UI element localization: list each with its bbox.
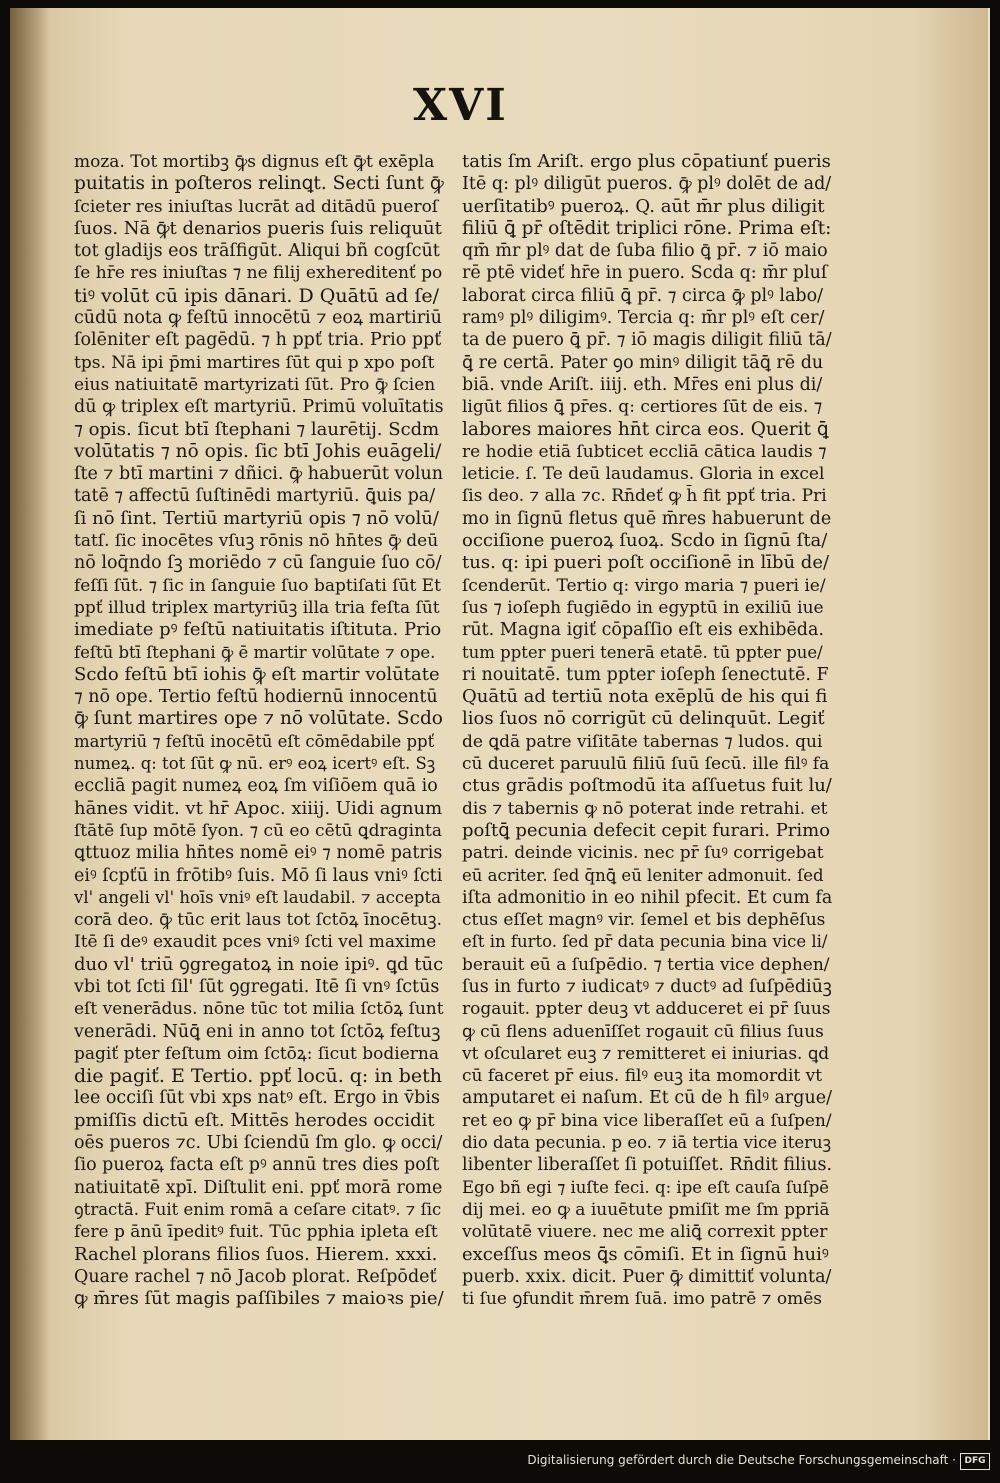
text-line: lee occiſi ſūt vbi xps natꝰ eſt. Ergo in v̄bis: [74, 1088, 440, 1109]
text-line: cū duceret paruulū filiū ſuū ſecū. ille filꝰ fa: [462, 754, 830, 775]
text-line: corā deo. ꝙ̄ tūc erit laus tot ſctōꝝ īnocētuꝫ.: [74, 910, 442, 931]
text-line: patri. deinde vicinis. nec pr̄ ſuꝰ corrigebat: [462, 843, 824, 864]
text-line: ſis deo. ⁊ alla ⁊c. Rn̄deť ꝙ h̄ fit ppť tria. Pri: [462, 486, 827, 507]
text-line: ligūt filios ꝗ̄ pr̄es. q: certiores ſūt de eis. ⁊: [462, 397, 823, 418]
text-line: biā. vnde Ariſt. iiij. eth. Mr̄es eni plus di/: [462, 374, 823, 395]
text-line: lios ſuos nō corrigūt cū delinquūt. Legiť: [462, 708, 825, 730]
text-line: laborat circa filiū ꝗ̄ pr̄. ⁊ circa ꝙ̄ plꝰ labo/: [462, 285, 824, 306]
text-line: imediate pꝰ feſtū natiuitatis iſtituta. Prio: [74, 619, 442, 641]
text-line: dū ꝙ triplex eſt martyriū. Primū voluītatis: [74, 397, 444, 418]
text-line: die pagiť. E Tertio. ppť locū. q: in beth: [74, 1065, 443, 1088]
text-line: hānes vidit. vt hr̄ Apoc. xiiij. Uidi agnum: [74, 797, 443, 819]
digitization-footer: [0, 1440, 1000, 1483]
gutter-shadow: [10, 8, 50, 1440]
left-text-column: [74, 151, 444, 1310]
text-line: vt oſcularet euꝫ ⁊ remitteret ei iniurias. ꝗd: [462, 1043, 830, 1064]
text-line: eū acriter. ſed q̄nꝗ̄ eū leniter admonuit. ſed: [462, 865, 824, 885]
text-line: berauit eū a ſuſpēdio. ⁊ tertia vice dephen/: [462, 954, 830, 975]
text-line: fere p ānū īpeditꝰ fuit. Tūc pphia ipleta eſt: [74, 1222, 438, 1243]
text-line: ſcieter res iniuſtas lucrāt ad ditādū pueroſ: [74, 196, 439, 217]
text-line: tiꝰ volūt cū ipis dānari. D Quātū ad ſe/: [74, 284, 440, 307]
text-line: eccliā pagit numeꝝ eoꝝ ſm viſiōem quā io: [74, 776, 438, 797]
dfg-logo-icon: DFG: [960, 1453, 990, 1470]
text-line: martyriū ⁊ feſtū inocētū eſt cōmēdabile ppť: [74, 731, 435, 751]
text-line: tatē ⁊ affectū ſuſtinēdi martyriū. ꝗ̄uis pa/: [74, 486, 436, 507]
text-line: uerſitatibꝰ pueroꝝ. Q. aūt m̄r plus diligit: [462, 195, 825, 217]
text-line: ⁊ opis. ſicut btī ſtephani ⁊ laurētij. Scd̄m: [74, 418, 440, 440]
text-line: vl' angeli vl' hoīs vniꝰ eſt laudabil. ⁊ accepta: [74, 887, 441, 907]
text-line: rē ptē videť hr̄e in puero. Scd̄a q: m̄r pluſ: [462, 263, 828, 284]
text-line: ſus in furto ⁊ iudicatꝰ ⁊ ductꝰ ad ſuſpēdiūꝫ: [462, 976, 832, 997]
text-line: ꝗ̄ re certā. Pater ꝯo minꝰ diligit tāꝗ̄ rē du: [462, 352, 824, 373]
text-line: de ꝗdā patre viſitāte tabernas ⁊ ludos. qui: [462, 731, 823, 752]
text-line: dij mei. eo ꝙ a iuuētute pmiſit me ſm ppriā: [462, 1199, 830, 1220]
text-line: nō loq̄ndo ſꝫ moriēdo ⁊ cū ſanguie ſuo cō/: [74, 553, 442, 574]
text-line: Itē ſi deꝰ exaudit pces vniꝰ ſcti vel maxime: [74, 932, 437, 953]
text-line: vbi tot ſcti ſil' ſūt ꝯgregati. Itē ſi vnꝰ ſctūs: [74, 976, 440, 997]
text-line: ꝙ m̄res ſūt magis paſſibiles ⁊ maioꝛs pie/: [74, 1288, 444, 1310]
text-line: tatſ. ſic inocētes vſuꝫ rōnis nō hn̄tes ꝙ̄ deū: [74, 531, 439, 552]
text-line: ⁊ nō ope. Tertio feſtū hodiernū innocentū: [74, 687, 438, 708]
text-line: libenter liberaſſet ſi potuiſſet. Rn̄dit filius.: [462, 1155, 832, 1176]
text-line: Ego bñ egi ⁊ iuſte feci. q: ipe eſt cauſa ſuſpē: [462, 1177, 830, 1197]
text-line: Quātū ad tertiū nota exēplū de his qui fi: [462, 686, 828, 708]
text-line: ret eo ꝙ pr̄ bina vice liberaſſet eū a ſuſpen/: [462, 1110, 832, 1131]
right-text-column: [462, 151, 832, 1310]
text-line: ſuos. Nā ꝙ̄t denarios pueris ſuis reliquūt: [74, 217, 442, 239]
text-line: exceſſus meos ꝗ̄s cōmiſi. Et in ſignū huiꝰ: [462, 1243, 829, 1265]
text-line: ctus grādis poſtmodū ita aſſuetus fuit lu/: [462, 775, 832, 797]
text-line: ꝗttuoz milia hn̄tes nomē eiꝰ ⁊ nomē patris: [74, 843, 443, 864]
text-line: tot gladijs eos trāſfigūt. Aliqui bñ cogſcūt: [74, 241, 440, 262]
text-line: ramꝰ plꝰ diligimꝰ. Tercia q: m̄r plꝰ eſt cer/: [462, 308, 825, 329]
text-line: duo vl' triū ꝯgregatoꝝ in noie ipiꝰ. ꝗd tūc: [74, 953, 444, 975]
text-line: eſt in furto. ſed pr̄ data pecunia bina vice li/: [462, 932, 828, 952]
text-line: ſio pueroꝝ facta eſt pꝰ annū tres dies poſt: [74, 1155, 440, 1176]
text-line: re hodie etiā ſubticet eccliā cātica laudis ⁊: [462, 441, 827, 462]
text-line: pmiſſis dictū eſt. Mittēs herodes occidit: [74, 1109, 435, 1131]
text-line: Quare rachel ⁊ nō Jacob plorat. Reſpōdeť: [74, 1266, 437, 1287]
text-line: ꝙ cū flens aduenīſſet rogauit cū filius ſuus: [462, 1021, 824, 1042]
text-line: rūt. Magna igiť cōpaſſio eſt eis exhibēda.: [462, 620, 825, 641]
text-line: natiuitatē xpī. Diſtulit eni. ppť morā rome: [74, 1177, 443, 1198]
text-line: mo in ſignū fletus quē m̄res habuerunt de: [462, 508, 832, 529]
text-line: oēs pueros ⁊c. Ubi ſciendū ſm glo. ꝙ occi/: [74, 1133, 443, 1154]
text-line: cūdū nota ꝙ feſtū innocētū ⁊ eoꝝ martiriū: [74, 308, 442, 329]
text-line: iſta admonitio in eo nihil pfecit. Et cum fa: [462, 887, 832, 908]
folio-number: XVI: [413, 80, 508, 131]
text-line: numeꝝ. q: tot ſūt ꝙ nū. erꝰ eoꝝ icertꝰ eſt. Sꝫ: [74, 754, 436, 774]
text-line: occiſione pueroꝝ ſuoꝝ. Scd̄o in ſignū ſta/: [462, 530, 828, 552]
text-line: rogauit. ppter deuꝫ vt adduceret ei pr̄ ſuus: [462, 999, 831, 1020]
text-line: ꝙ̄ ſunt martires ope ⁊ nō volūtate. Scd̄o: [74, 708, 443, 730]
text-line: amputaret ei naſum. Et cū de h̄ filꝰ argue/: [462, 1088, 832, 1109]
text-line: eius natiuitatē martyrizati ſūt. Pro ꝙ̄ ſcien: [74, 374, 436, 395]
text-line: ꝯtractā. Fuit enim romā a ceſare citatꝰ. ⁊ ſic: [74, 1199, 442, 1219]
text-line: filiū ꝗ̄ pr̄ oſtēdit triplici rōne. Prima eſt:: [462, 217, 832, 239]
funding-credit: Digitalisierung gefördert durch die Deutsche Forschungsgemeinschaft ·: [527, 1453, 956, 1467]
text-line: labores maiores hn̄t circa eos. Querit ꝗ̄: [462, 418, 829, 440]
text-line: tatis ſm Ariſt. ergo plus cōpatiunť pueris: [462, 151, 831, 172]
text-line: poſtꝗ̄ pecunia defecit cepit furari. Primo: [462, 819, 831, 841]
text-line: eſt venerādus. nōne tūc tot milia ſctōꝝ ſunt: [74, 999, 444, 1020]
text-line: leticie. ſ. Te deū laudamus. Gloria in excel: [462, 464, 825, 485]
text-line: pagiť pter feſtum oim ſctōꝝ: ſicut bodierna: [74, 1043, 439, 1064]
text-line: feſſi ſūt. ⁊ ſic in ſanguie ſuo baptiſati ſūt Et: [74, 575, 441, 596]
text-line: dio data pecunia. p eo. ⁊ iā tertia vice iteruꝫ: [462, 1133, 832, 1153]
text-line: tps. Nā ipi p̄mi martires ſūt qui p xpo poſt: [74, 352, 435, 373]
text-line: ſi nō ſint. Tertiū martyriū opis ⁊ nō volū/: [74, 507, 439, 529]
text-line: venerādi. Nūꝗ̄ eni in anno tot ſctōꝝ feſtuꝫ: [74, 1021, 441, 1042]
text-line: ſus ⁊ ioſeph fugiēdo in egyptū in exiliū iue: [462, 597, 824, 618]
text-line: qm̄ m̄r plꝰ dat de ſuba filio ꝗ̄ pr̄. ⁊ iō maio: [462, 241, 828, 262]
text-line: Itē q: plꝰ diligūt pueros. ꝙ̄ plꝰ dolēt de ad/: [462, 174, 832, 195]
text-line: ti ſue ꝯfundit m̄rem ſuā. imo patrē ⁊ omēs: [462, 1289, 823, 1310]
text-line: moza. Tot mortibꝫ ꝙ̄s dignus eſt ꝙ̄t exēpla: [74, 152, 435, 172]
text-line: dis ⁊ tabernis ꝙ nō poterat inde retrahi. et: [462, 798, 828, 819]
text-line: eiꝰ ſcpťū in frōtibꝰ ſuis. Mō ſi laus vniꝰ ſcti: [74, 865, 443, 886]
text-line: ſolēniter eſt pagēdū. ⁊ h̄ ppť tria. Prio ppť: [74, 330, 442, 351]
text-line: tus. q: ipi pueri poſt occiſionē in lībū de/: [462, 552, 830, 574]
text-line: puitatis in poſteros relinꝗt. Secti ſunt ꝙ̄: [74, 173, 444, 195]
text-line: Rachel plorans filios ſuos. Hierem. xxxi.: [74, 1243, 438, 1265]
text-line: ta de puero ꝗ̄ pr̄. ⁊ iō magis diligit filiū tā/: [462, 330, 832, 351]
text-line: ſcenderūt. Tertio q: virgo maria ⁊ pueri ie/: [462, 575, 826, 596]
text-line: ri nouitatē. tum ppter ioſeph ſenectutē. F: [462, 664, 829, 685]
text-line: ſtātē ſup mōtē ſyon. ⁊ cū eo cētū ꝗdraginta: [74, 820, 442, 841]
text-line: ctus eſſet magnꝰ vir. ſemel et bis dephēſus: [462, 910, 826, 931]
text-line: feſtū btī ſtephani ꝙ̄ ē martir volūtate ⁊ ope.: [74, 642, 436, 662]
text-line: cū faceret pr̄ eius. filꝰ euꝫ ita momordit vt: [462, 1066, 823, 1087]
text-line: puerb. xxix. dicit. Puer ꝙ̄ dimittiť volunta/: [462, 1266, 832, 1287]
text-line: Scd̄o feſtū btī iohis ꝙ̄ eſt martir volūtate: [74, 663, 440, 685]
page-scan: [10, 8, 990, 1440]
text-line: ſte ⁊ btī martini ⁊ dñici. ꝙ̄ habuerūt volun: [74, 464, 444, 485]
text-line: ſe hr̄e res iniuſtas ⁊ ne filij exhereditenť po: [74, 263, 443, 284]
text-line: volūtatē viuere. nec me aliꝗ̄ correxit ppter: [462, 1222, 828, 1243]
text-line: volūtatis ⁊ nō opis. ſic btī Johis euāgeli/: [74, 440, 442, 462]
text-line: ppť illud triplex martyriūꝫ illa tria feſta ſūt: [74, 597, 440, 618]
text-line: tum ppter pueri tenerā etatē. tū ppter pue/: [462, 642, 823, 662]
